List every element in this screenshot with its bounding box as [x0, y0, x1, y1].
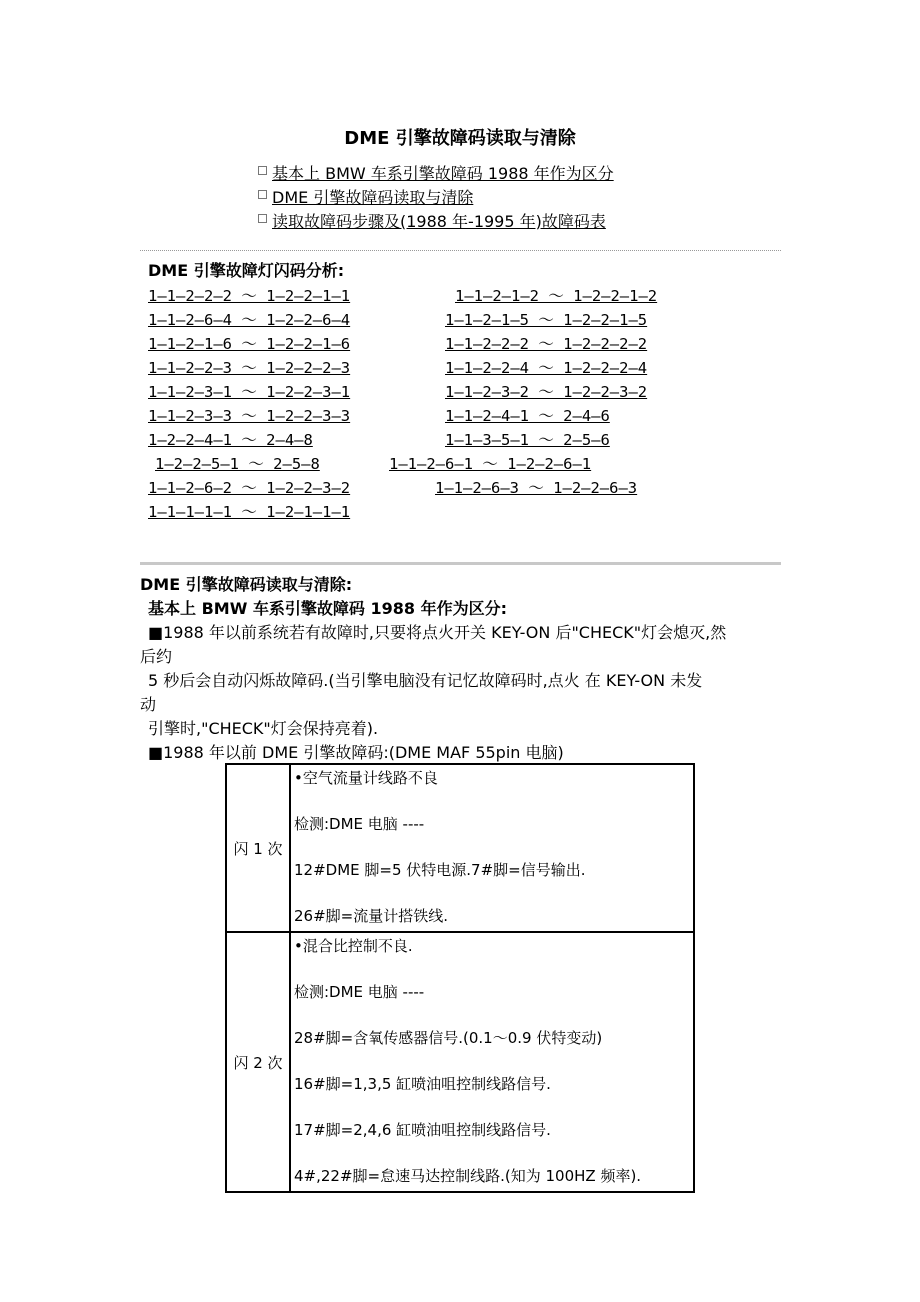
blink-code-link[interactable]: 1—1—2—6—4 ～ 1—2—2—6—4 [148, 311, 351, 329]
paragraph-line: 后约 [140, 647, 173, 666]
divider [140, 562, 781, 565]
toc-link[interactable]: 基本上 BMW 车系引擎故障码 1988 年作为区分 [272, 163, 614, 183]
description-line: 26#脚=流量计搭铁线. [294, 907, 448, 925]
page-title: DME 引擎故障码读取与清除 [344, 128, 576, 149]
divider [140, 250, 781, 251]
description-line: •空气流量计线路不良 [294, 769, 438, 787]
paragraph-line: ■1988 年以前系统若有故障时,只要将点火开关 KEY-ON 后"CHECK"灯会熄灭,然 [148, 623, 727, 642]
blink-code-link[interactable]: 1—1—2—3—2 ～ 1—2—2—3—2 [445, 383, 648, 401]
blink-code-link[interactable]: 1—2—2—4—1 ～ 2—4—8 [148, 431, 313, 449]
description-cell [290, 764, 694, 932]
description-line: 28#脚=含氧传感器信号.(0.1～0.9 伏特变动) [294, 1029, 603, 1047]
description-cell [290, 932, 694, 1192]
bullet-box-icon [258, 214, 267, 223]
paragraph-line: ■1988 年以前 DME 引擎故障码:(DME MAF 55pin 电脑) [148, 743, 564, 762]
bullet-box-icon [258, 166, 267, 175]
blink-analysis-heading: DME 引擎故障灯闪码分析: [148, 261, 345, 280]
bullet-box-icon [258, 190, 267, 199]
toc-item[interactable] [258, 184, 614, 208]
blink-count-cell: 闪 2 次 [226, 932, 290, 1192]
blink-count-cell: 闪 1 次 [226, 764, 290, 932]
description-line: •混合比控制不良. [294, 937, 413, 955]
blink-code-link[interactable]: 1—1—2—1—5 ～ 1—2—2—1—5 [445, 311, 648, 329]
blink-code-link[interactable]: 1—1—2—2—2 ～ 1—2—2—2—2 [445, 335, 648, 353]
table-of-contents [258, 160, 614, 232]
toc-link[interactable]: 读取故障码步骤及(1988 年-1995 年)故障码表 [272, 211, 606, 231]
blink-code-link[interactable]: 1—1—2—2—4 ～ 1—2—2—2—4 [445, 359, 648, 377]
blink-code-link[interactable]: 1—1—2—2—3 ～ 1—2—2—2—3 [148, 359, 351, 377]
paragraph-line: 动 [140, 695, 157, 714]
description-line: 17#脚=2,4,6 缸喷油咀控制线路信号. [294, 1121, 551, 1139]
blink-code-link[interactable]: 1—1—3—5—1 ～ 2—5—6 [445, 431, 610, 449]
blink-code-link[interactable]: 1—1—2—6—3 ～ 1—2—2—6—3 [435, 479, 638, 497]
blink-code-link[interactable]: 1—1—2—6—1 ～ 1—2—2—6—1 [389, 455, 592, 473]
blink-code-link[interactable]: 1—1—2—1—2 ～ 1—2—2—1—2 [455, 287, 658, 305]
paragraph-line: 引擎时,"CHECK"灯会保持亮着). [148, 719, 379, 738]
paragraph-line: 5 秒后会自动闪烁故障码.(当引擎电脑没有记忆故障码时,点火 在 KEY-ON 未发 [148, 671, 703, 690]
blink-code-link[interactable]: 1—1—1—1—1 ～ 1—2—1—1—1 [148, 503, 351, 521]
section-heading: DME 引擎故障码读取与清除: [140, 575, 353, 594]
blink-code-link[interactable]: 1—2—2—5—1 ～ 2—5—8 [155, 455, 320, 473]
fault-code-table [225, 763, 695, 1193]
description-line: 检测:DME 电脑 ---- [294, 815, 425, 833]
section-subheading: 基本上 BMW 车系引擎故障码 1988 年作为区分: [148, 599, 507, 618]
blink-code-link[interactable]: 1—1—2—3—1 ～ 1—2—2—3—1 [148, 383, 351, 401]
blink-code-link[interactable]: 1—1—2—6—2 ～ 1—2—2—3—2 [148, 479, 351, 497]
table-row [226, 764, 694, 932]
toc-link[interactable]: DME 引擎故障码读取与清除 [272, 187, 474, 207]
blink-code-link[interactable]: 1—1—2—1—6 ～ 1—2—2—1—6 [148, 335, 351, 353]
toc-item[interactable] [258, 208, 614, 232]
blink-code-link[interactable]: 1—1—2—2—2 ～ 1—2—2—1—1 [148, 287, 351, 305]
blink-code-link[interactable]: 1—1—2—4—1 ～ 2—4—6 [445, 407, 610, 425]
description-line: 16#脚=1,3,5 缸喷油咀控制线路信号. [294, 1075, 551, 1093]
table-row [226, 932, 694, 1192]
description-line: 12#DME 脚=5 伏特电源.7#脚=信号输出. [294, 861, 586, 879]
description-line: 4#,22#脚=怠速马达控制线路.(知为 100HZ 频率). [294, 1167, 642, 1185]
description-line: 检测:DME 电脑 ---- [294, 983, 425, 1001]
blink-code-link[interactable]: 1—1—2—3—3 ～ 1—2—2—3—3 [148, 407, 351, 425]
toc-item[interactable] [258, 160, 614, 184]
